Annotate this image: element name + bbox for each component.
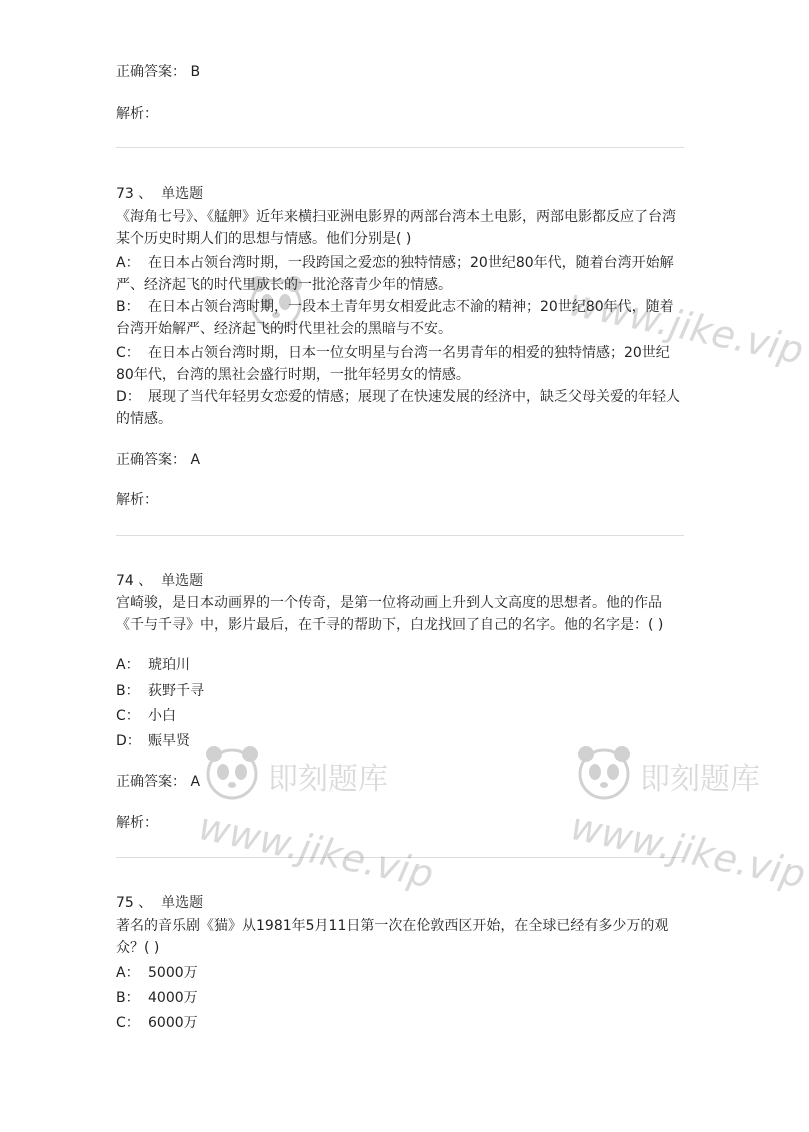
q72-answer — [116, 62, 200, 82]
question-number: 74 、 — [116, 573, 153, 589]
q74-stem: 宫崎骏，是日本动画界的一个传奇，是第一位将动画上升到人文高度的思想者。他的作品《千与千寻》中，影片最后，在千寻的帮助下，白龙找回了自己的名字。他的名字是：( ) — [116, 595, 664, 633]
q73-answer — [116, 450, 200, 470]
q73-stem: 《海角七号》、《艋舺》近年来横扫亚洲电影界的两部台湾本土电影，两部电影都反应了台湾某个历史时期人们的思想与情感。他们分别是( ) — [116, 209, 676, 247]
option-key: C： — [116, 345, 140, 361]
q74-answer — [116, 772, 200, 792]
q73-option-d — [116, 386, 684, 430]
option-key: B： — [116, 299, 140, 315]
option-key: A： — [116, 255, 140, 271]
question-number: 75 、 — [116, 895, 153, 911]
option-key: A： — [116, 657, 140, 673]
q75-stem: 著名的音乐剧《猫》从1981年5月11日第一次在伦敦西区开始，在全球已经有多少万的观众？( ) — [116, 918, 669, 956]
q75-option-a — [116, 963, 198, 983]
option-key: A： — [116, 965, 140, 981]
option-text: 荻野千寻 — [148, 683, 204, 699]
q74-option-b — [116, 681, 204, 701]
q72-analysis-label: 解析： — [116, 106, 158, 122]
option-key: C： — [116, 1015, 140, 1031]
panda-logo-icon — [572, 740, 636, 804]
q75-option-b — [116, 988, 198, 1008]
divider — [116, 535, 684, 536]
q75-option-c — [116, 1013, 198, 1033]
q73-header — [116, 184, 203, 204]
answer-label: 正确答案： — [116, 452, 186, 468]
q74-option-c — [116, 706, 176, 726]
watermark-url: www.jike.vip — [194, 804, 438, 897]
answer-value: A — [190, 774, 201, 790]
q73-option-a — [116, 252, 684, 296]
q73-analysis-label: 解析： — [116, 492, 158, 508]
option-text: 赈早贤 — [148, 733, 190, 749]
q75-header — [116, 893, 203, 913]
answer-value: B — [190, 64, 201, 80]
divider — [116, 147, 684, 148]
question-number: 73 、 — [116, 186, 153, 202]
panda-logo-icon — [200, 740, 264, 804]
watermark-url: www.jike.vip — [564, 280, 808, 373]
option-key: D： — [116, 389, 141, 405]
watermark-url: www.jike.vip — [566, 804, 809, 897]
option-text: 展现了当代年轻男女恋爱的情感；展现了在快速发展的经济中，缺乏父母关爱的年轻人的情感。 — [116, 389, 680, 427]
q73-option-c — [116, 342, 684, 386]
option-key: B： — [116, 683, 140, 699]
option-text: 4000万 — [148, 990, 198, 1006]
option-text: 小白 — [148, 708, 176, 724]
option-key: B： — [116, 990, 140, 1006]
option-text: 6000万 — [148, 1015, 198, 1031]
q74-option-d — [116, 731, 190, 751]
option-text: 在日本占领台湾时期，日本一位女明星与台湾一名男青年的相爱的独特情感；20世纪80年代，台湾的黑社会盛行时期，一批年轻男女的情感。 — [116, 345, 670, 383]
q74-option-a — [116, 655, 190, 675]
answer-label: 正确答案： — [116, 64, 186, 80]
watermark-brand: 即刻题库 — [268, 762, 388, 797]
watermark — [566, 740, 809, 897]
divider — [116, 857, 684, 858]
q73-option-b — [116, 296, 684, 340]
question-type: 单选题 — [161, 186, 204, 202]
option-text: 5000万 — [148, 965, 198, 981]
q74-analysis-label: 解析： — [116, 815, 158, 831]
watermark — [194, 740, 460, 897]
option-key: C： — [116, 708, 140, 724]
option-text: 琥珀川 — [148, 657, 190, 673]
answer-value: A — [190, 452, 201, 468]
question-type: 单选题 — [161, 895, 204, 911]
option-text: 在日本占领台湾时期，一段跨国之爱恋的独特情感；20世纪80年代，随着台湾开始解严、经济起飞的时代里成长的一批沦落青少年的情感。 — [116, 255, 674, 293]
q74-header — [116, 571, 203, 591]
question-type: 单选题 — [161, 573, 204, 589]
answer-label: 正确答案： — [116, 774, 186, 790]
watermark-brand: 即刻题库 — [640, 762, 760, 797]
option-key: D： — [116, 733, 141, 749]
option-text: 在日本占领台湾时期，一段本土青年男女相爱此志不渝的精神；20世纪80年代，随着台湾开始解严、经济起飞的时代里社会的黑暗与不安。 — [116, 299, 674, 337]
